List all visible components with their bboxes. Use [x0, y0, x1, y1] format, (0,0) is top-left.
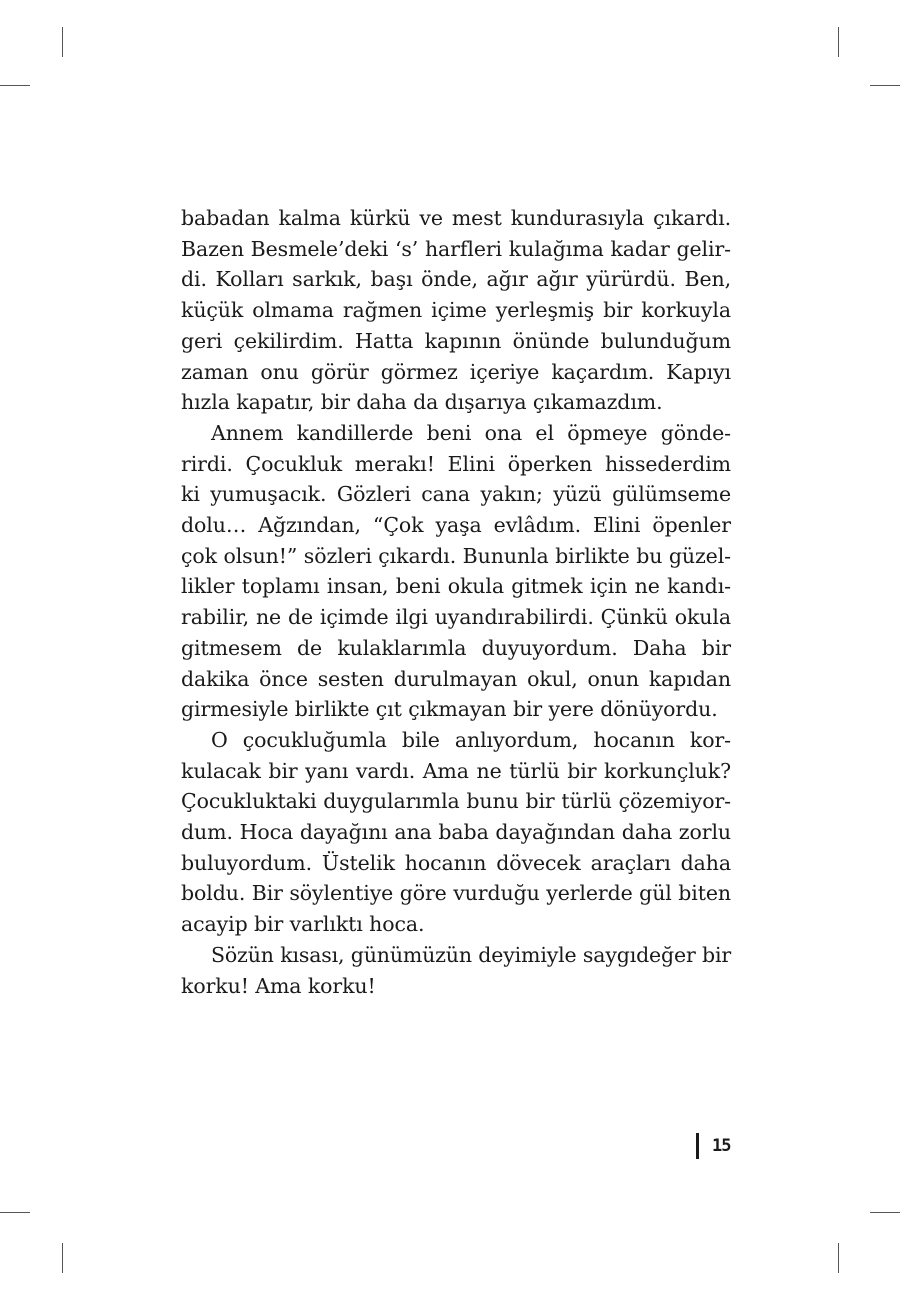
crop-mark-bottom-left-vertical: [62, 1243, 63, 1273]
text-line: kulacak bir yanı vardı. Ama ne türlü bir korkunçluk?: [181, 758, 731, 783]
crop-mark-top-left-vertical: [62, 27, 63, 57]
text-line: boldu. Bir söylentiye göre vurduğu yerlerde gül biten: [181, 881, 731, 906]
text-line: geri çekilirdim. Hatta kapının önünde bulunduğum: [181, 328, 731, 353]
text-line: O çocukluğumla bile anlıyordum, hocanın kor-: [211, 727, 731, 752]
text-line: di. Kolları sarkık, başı önde, ağır ağır yürürdü. Ben,: [181, 267, 731, 292]
crop-mark-bottom-left-horizontal: [0, 1212, 30, 1213]
page-body-text: [181, 203, 731, 1001]
text-line: buluyordum. Üstelik hocanın dövecek araçları daha: [181, 850, 731, 875]
text-line: Annem kandillerde beni ona el öpmeye gönde-: [211, 420, 731, 445]
text-line: küçük olmama rağmen içime yerleşmiş bir korkuyla: [181, 298, 731, 323]
text-line: gitmesem de kulaklarımla duyuyordum. Daha bir: [181, 635, 731, 660]
crop-mark-top-right-horizontal: [870, 85, 900, 86]
text-line: hızla kapatır, bir daha da dışarıya çıkamazdım.: [181, 390, 663, 415]
text-line: Çocukluktaki duygularımla bunu bir türlü çözemiyor-: [181, 789, 731, 814]
page-number: 15: [712, 1136, 731, 1156]
text-line: rabilir, ne de içimde ilgi uyandırabilirdi. Çünkü okula: [181, 605, 731, 630]
text-line: korku! Ama korku!: [181, 973, 376, 998]
text-line: Sözün kısası, günümüzün deyimiyle saygıdeğer bir: [211, 942, 731, 967]
text-line: Bazen Besmele’deki ‘s’ harfleri kulağıma kadar gelir-: [181, 236, 731, 261]
text-line: likler toplamı insan, beni okula gitmek için ne kandı-: [181, 574, 731, 599]
text-line: acayip bir varlıktı hoca.: [181, 912, 425, 937]
text-line: çok olsun!” sözleri çıkardı. Bununla birlikte bu güzel-: [181, 543, 731, 568]
crop-mark-top-right-vertical: [838, 27, 839, 57]
text-line: rirdi. Çocukluk merakı! Elini öperken hissederdim: [181, 451, 731, 476]
text-line: girmesiyle birlikte çıt çıkmayan bir yere dönüyordu.: [181, 697, 718, 722]
paragraph-4: [181, 940, 731, 1001]
paragraph-1: [181, 203, 731, 418]
paragraph-2: [181, 418, 731, 725]
folio-rule: [696, 1133, 699, 1159]
crop-mark-top-left-horizontal: [0, 85, 30, 86]
crop-mark-bottom-right-vertical: [838, 1243, 839, 1273]
crop-mark-bottom-right-horizontal: [870, 1212, 900, 1213]
text-line: dakika önce sesten durulmayan okul, onun kapıdan: [181, 666, 731, 691]
text-line: dum. Hoca dayağını ana baba dayağından daha zorlu: [181, 820, 731, 845]
text-line: zaman onu görür görmez içeriye kaçardım. Kapıyı: [181, 359, 731, 384]
text-line: ki yumuşacık. Gözleri cana yakın; yüzü gülümseme: [181, 482, 731, 507]
text-line: babadan kalma kürkü ve mest kundurasıyla çıkardı.: [181, 206, 731, 230]
text-line: dolu… Ağzından, “Çok yaşa evlâdım. Elini öpenler: [181, 513, 731, 538]
paragraph-3: [181, 725, 731, 940]
